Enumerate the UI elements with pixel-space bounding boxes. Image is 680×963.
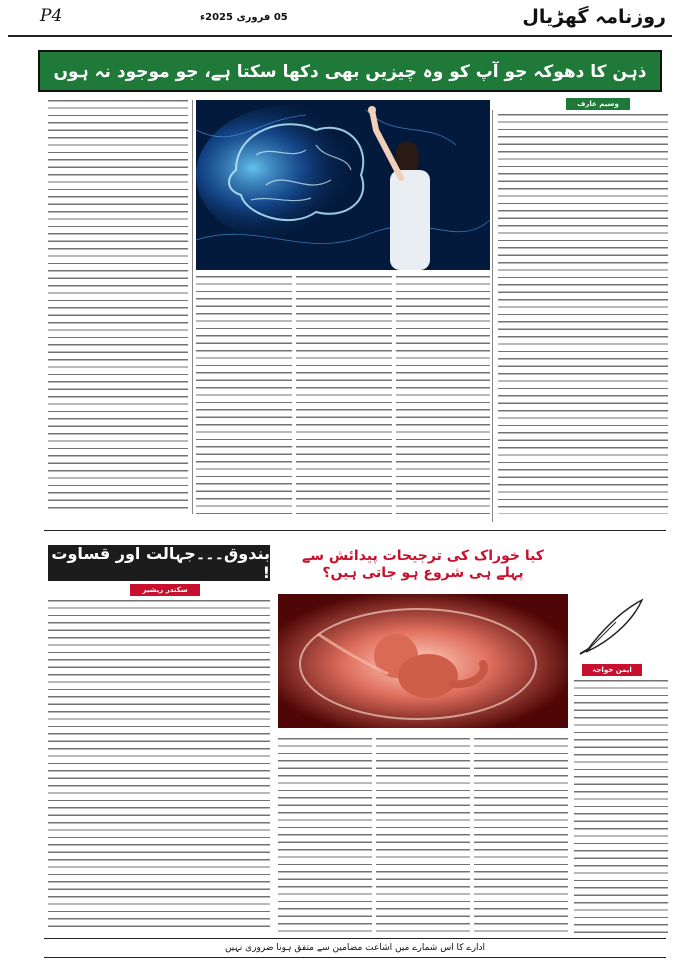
brain-network-photo (196, 100, 490, 270)
column-rule (492, 110, 493, 522)
top-feature-author: وسیم عارف (566, 98, 630, 110)
brain-network-illustration (196, 100, 490, 270)
right-feature-author: ایمن خواجہ (582, 664, 642, 676)
left-feature-headline: بندوق۔۔۔جہالت اور قساوت ! (48, 545, 270, 581)
top-text-col-mid-3 (396, 276, 490, 516)
page-number: P4 (40, 6, 63, 26)
fetus-in-womb-photo (278, 594, 568, 728)
footer-rule-bottom (44, 957, 666, 958)
masthead (0, 0, 680, 36)
top-text-col-mid-2 (296, 276, 392, 516)
newspaper-name: روزنامہ گھڑیال (522, 6, 666, 28)
fetus-illustration (278, 594, 568, 728)
center-feature-headline: کیا خوراک کی ترجیحات پیدائش سے پہلے ہی شروع ہو جاتی ہیں؟ (302, 548, 544, 581)
top-feature-headline: ذہن کا دھوکہ جو آپ کو وہ چیزیں بھی دکھا سکتا ہے، جو موجود نہ ہوں (38, 50, 662, 92)
footer-rule (44, 938, 666, 939)
center-feature-text-1 (278, 738, 372, 934)
quill-pen-icon (576, 596, 650, 658)
issue-date: 05 فروری 2025ء (200, 12, 288, 23)
masthead-rule (8, 35, 672, 37)
top-text-col-mid-1 (196, 276, 292, 516)
section-rule (44, 530, 666, 531)
top-text-col-right (498, 114, 668, 514)
left-feature-author: سکندر ریشیر (130, 584, 200, 596)
top-text-col-left (48, 100, 188, 514)
center-feature-text-3 (474, 738, 568, 934)
left-feature-text (48, 600, 270, 930)
center-feature-text-2 (376, 738, 470, 934)
footer-disclaimer: ادارے کا اس شمارے میں اشاعت مضامین سے متفق ہونا ضروری نہیں (224, 943, 486, 953)
column-rule (192, 100, 193, 514)
right-feature-text (574, 680, 668, 934)
